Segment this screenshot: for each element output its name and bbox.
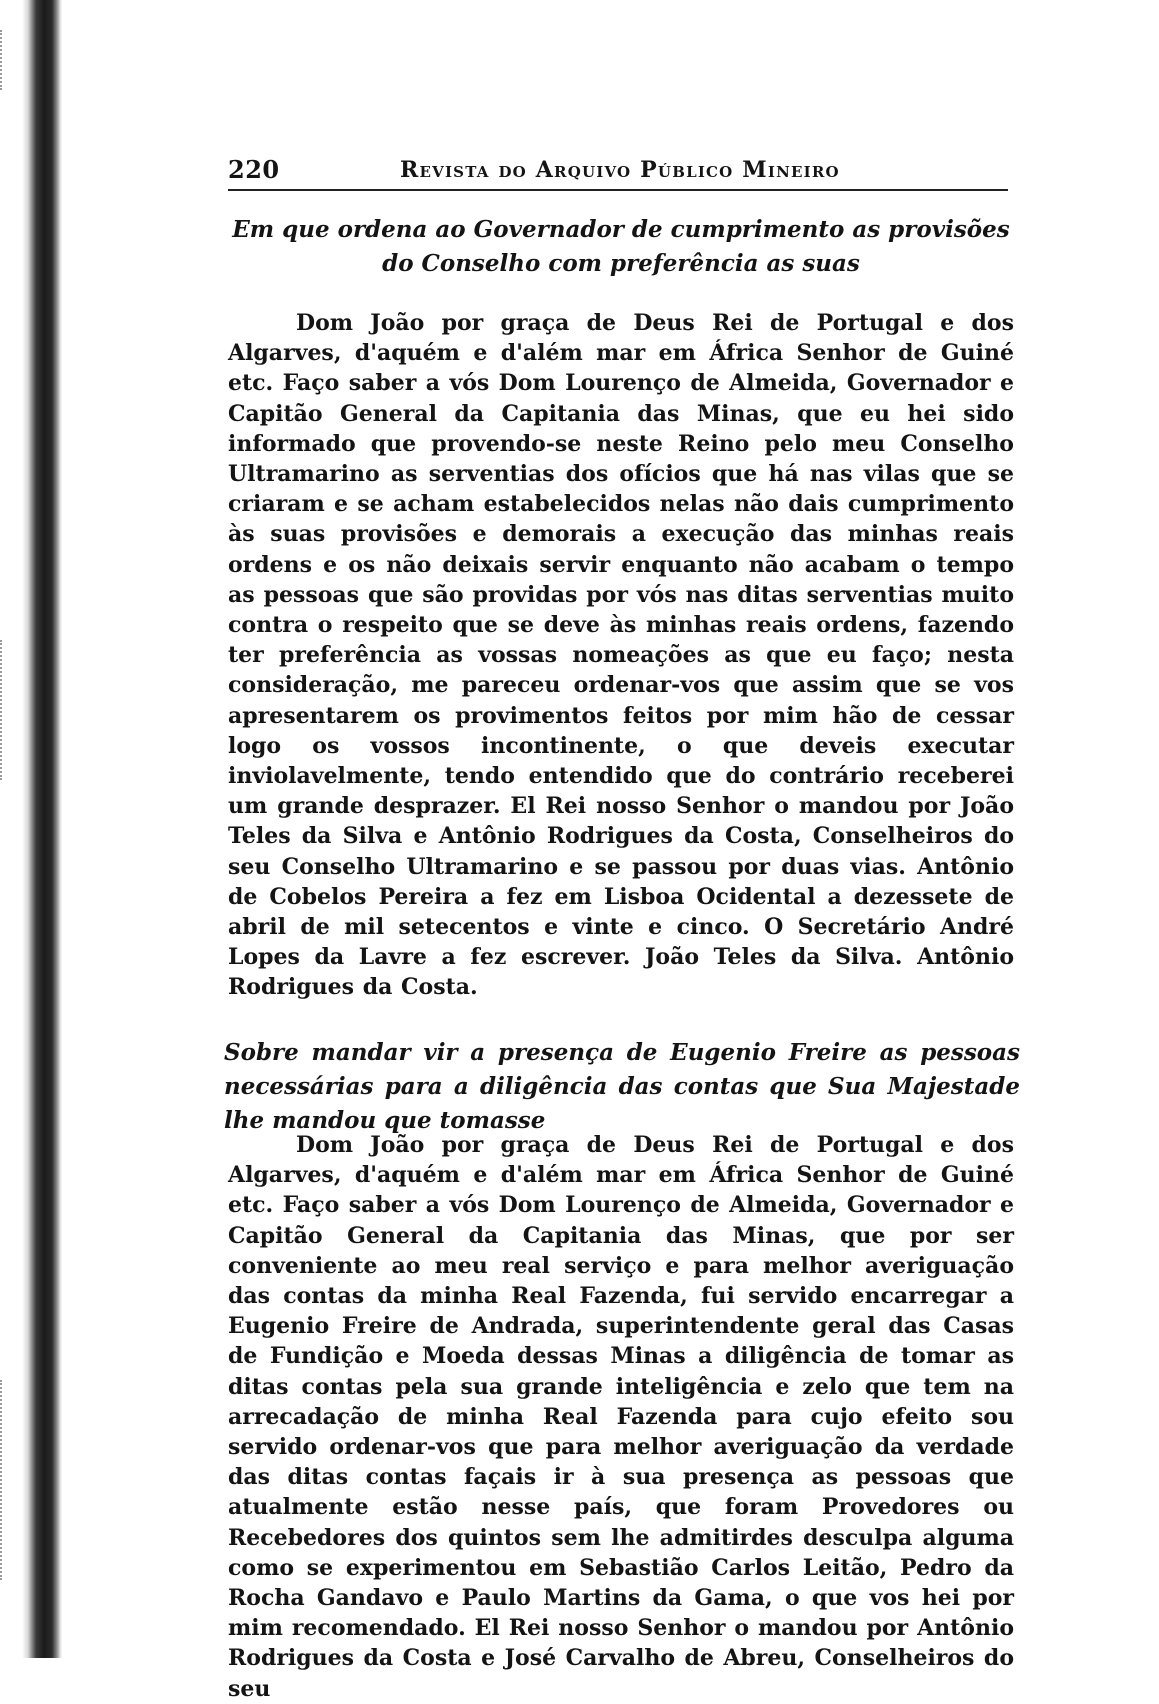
page-number: 220 [228,155,280,184]
document-body: Dom João por graça de Deus Rei de Portugal e dos Algarves, d'aquém e d'além mar em África Senhor de Guiné etc. Faço saber a vós Dom Lourenço de Almeida, Governador e Capitão General da Capitania das Minas, que eu hei sido informado que provendo-se neste Reino pelo meu Conselho Ultramarino as serventias dos ofícios que há nas vilas que se criaram e se acham estabelecidos nelas não dais cumprimento às suas provisões e demorais a execução das minhas reais ordens e os não deixais servir enquanto não acabam o tempo as pessoas que são providas por vós nas ditas serventias muito contra o respeito que se deve às minhas reais ordens, fazendo ter preferência as vossas nomeações as que eu faço; nesta consideração, me pareceu ordenar-vos que assim que se vos apresentarem os provimentos feitos por mim hão de cessar logo os vossos incontinente, o que deveis executar inviolavelmente, tendo entendido que do contrário receberei um grande desprazer. El Rei nosso Senhor o mandou por João Teles da Silva e Antônio Rodrigues da Costa, Conselheiros do seu Conselho Ultramarino e se passou por duas vias. Antônio de Cobelos Pereira a fez em Lisboa Ocidental a dezessete de abril de mil setecentos e vinte e cinco. O Secretário André Lopes da Lavre a fez escrever. João Teles da Silva. Antônio Rodrigues da Costa. [228,310,1014,1001]
binding-mark [0,1380,18,1580]
binding-mark [0,640,18,780]
document-heading: Em que ordena ao Governador de cumprimento as provisões do Conselho com preferência as suas [232,216,1010,277]
binding-mark [0,30,18,90]
page-header [228,155,1008,191]
document-body: Dom João por graça de Deus Rei de Portugal e dos Algarves, d'aquém e d'além mar em África Senhor de Guiné etc. Faço saber a vós Dom Lourenço de Almeida, Governador e Capitão General da Capitania das Minas, que por ser conveniente ao meu real serviço e para melhor averiguação das contas da minha Real Fazenda, fui servido encarregar a Eugenio Freire de Andrada, superintendente geral das Casas de Fundição e Moeda dessas Minas a diligência de tomar as ditas contas pela sua grande inteligência e zelo que tem na arrecadação de minha Real Fazenda para cujo efeito sou servido ordenar-vos que para melhor averiguação da verdade das ditas contas façais ir à sua presença as pessoas que atualmente estão nesse país, que foram Provedores ou Recebedores dos quintos sem lhe admitirdes desculpa alguma como se experimentou em Sebastião Carlos Leitão, Pedro da Rocha Gandavo e Paulo Martins da Gama, o que vos hei por mim recomendado. El Rei nosso Senhor o mandou por Antônio Rodrigues da Costa e José Carvalho de Abreu, Conselheiros do seu [228,1132,1014,1702]
document-heading: Sobre mandar vir a presença de Eugenio Freire as pessoas necessárias para a diligência das contas que Sua Majestade lhe mandou que tomasse [224,1039,1020,1134]
running-title: Revista do Arquivo Público Mineiro [400,157,840,183]
